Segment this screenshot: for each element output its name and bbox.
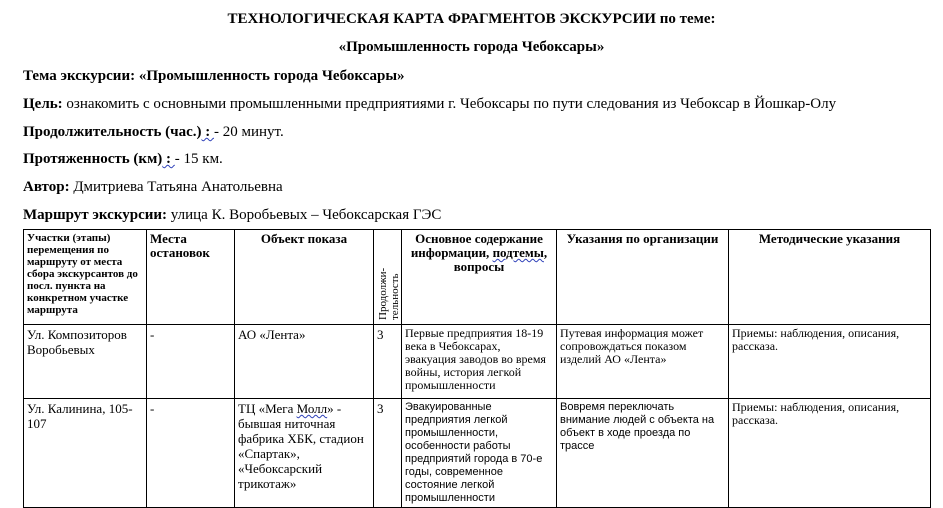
header-duration-text: Продолжи-тельность xyxy=(377,267,401,320)
row1-stops: - xyxy=(147,325,235,399)
header-object: Объект показа xyxy=(235,230,374,325)
author-value: Дмитриева Татьяна Анатольевна xyxy=(69,179,283,195)
row2-object-pre: ТЦ «Мега xyxy=(238,401,297,416)
author-line xyxy=(23,178,283,196)
duration-label: Продолжительность (час.) xyxy=(23,124,202,140)
goal-label: Цель: xyxy=(23,96,63,112)
document-title-line1: ТЕХНОЛОГИЧЕСКАЯ КАРТА ФРАГМЕНТОВ ЭКСКУРСИИ по теме: xyxy=(227,11,716,27)
duration-separator: : xyxy=(201,124,214,140)
row2-object-mall: Молл xyxy=(296,401,328,416)
header-method: Методические указания xyxy=(729,230,931,325)
row1-duration: 3 xyxy=(374,325,402,399)
row2-object-post: » - бывшая ниточная фабрика ХБК, стадион «Спартак», «Чебоксарский трикотаж» xyxy=(238,401,364,491)
theme-label: Тема экскурсии: xyxy=(23,68,136,84)
goal-line xyxy=(23,95,836,113)
author-label: Автор: xyxy=(23,179,70,195)
route-line xyxy=(23,206,441,224)
route-value: улица К. Воробьевых – Чебоксарская ГЭС xyxy=(167,207,442,223)
row1-org: Путевая информация может сопровождаться показом изделий АО «Лента» xyxy=(557,325,729,399)
row2-stops: - xyxy=(147,399,235,508)
table-row xyxy=(24,325,931,399)
header-duration xyxy=(374,230,402,325)
row1-method: Приемы: наблюдения, описания, рассказа. xyxy=(729,325,931,399)
header-content-pre: Основное содержание информации, xyxy=(410,231,543,260)
header-content-subtopics: подтемы xyxy=(492,245,544,260)
route-label: Маршрут экскурсии: xyxy=(23,207,168,223)
length-value: - 15 км. xyxy=(174,151,223,167)
header-stops: Места остановок xyxy=(147,230,235,325)
table-header-row xyxy=(24,230,931,325)
header-org: Указания по организации xyxy=(557,230,729,325)
tech-map-table xyxy=(23,229,931,508)
goal-value: ознакомить с основными промышленными предприятиями г. Чебоксары по пути следования из Чебоксар в Йошкар-Олу xyxy=(62,96,837,112)
length-label: Протяженность (км) xyxy=(23,151,163,167)
duration-line xyxy=(23,123,284,141)
row2-stage: Ул. Калинина, 105-107 xyxy=(24,399,147,508)
length-separator: : xyxy=(162,151,175,167)
row1-stage: Ул. Композиторов Воробьевых xyxy=(24,325,147,399)
header-content-post: , вопросы xyxy=(453,245,548,274)
theme-line xyxy=(23,67,405,85)
document-title-line2: «Промышленность города Чебоксары» xyxy=(338,39,605,55)
duration-value: - 20 минут. xyxy=(213,124,284,140)
row1-object: АО «Лента» xyxy=(235,325,374,399)
length-line xyxy=(23,150,223,168)
row2-org: Вовремя переключать внимание людей с объекта на объект в ходе проезда по трассе xyxy=(557,399,729,508)
row1-content: Первые предприятия 18-19 века в Чебоксарах, эвакуация заводов во время войны, история легкой промышленности xyxy=(402,325,557,399)
header-content xyxy=(402,230,557,325)
table-row xyxy=(24,399,931,508)
row2-method: Приемы: наблюдения, описания, рассказа. xyxy=(729,399,931,508)
row2-object xyxy=(235,399,374,508)
row2-content: Эвакуированные предприятия легкой промышленности, особенности работы предприятий города в 70-е годы, современное состояние легкой промышленности xyxy=(402,399,557,508)
row2-duration: 3 xyxy=(374,399,402,508)
theme-value: «Промышленность города Чебоксары» xyxy=(135,68,405,84)
header-stage: Участки (этапы) перемещения по маршруту от места сбора экскурсантов до посл. пункта на конкретном участке маршрута xyxy=(24,230,147,325)
